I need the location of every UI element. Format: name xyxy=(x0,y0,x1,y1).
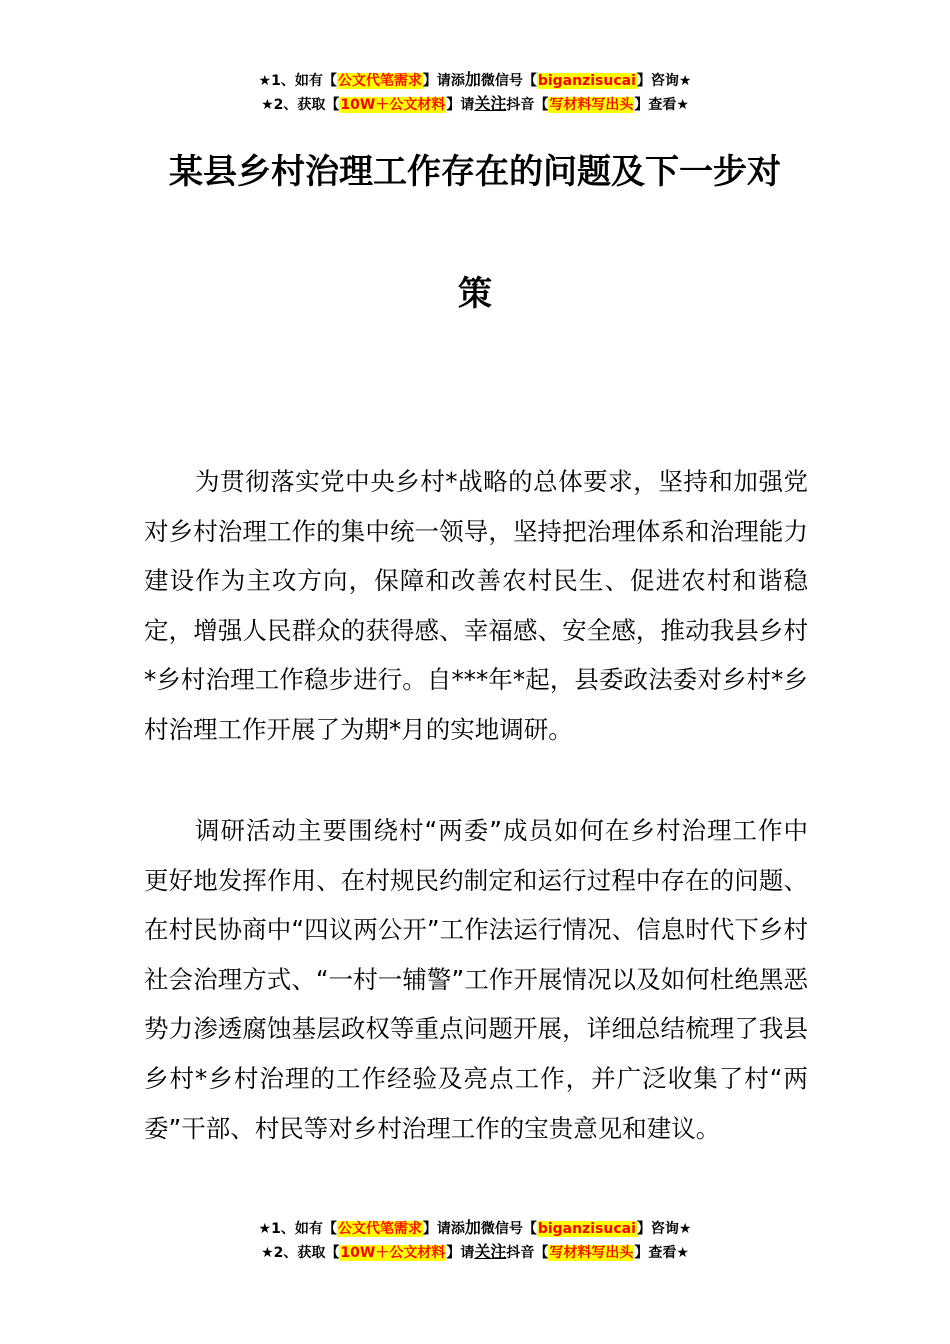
banner-line-2-emphasis: 关注 xyxy=(474,94,507,113)
body-paragraph-2: 调研活动主要围绕村“两委”成员如何在乡村治理工作中更好地发挥作用、在村规民约制定和运行过程中存在的问题、在村民协商中“四议两公开”工作法运行情况、信息时代下乡村社会治理方式、“一村一辅警”工作开展情况以及如何杜绝黑恶势力渗透腐蚀基层政权等重点问题开展，详细总结梳理了我县乡村*乡村治理的工作经验及亮点工作，并广泛收集了村“两委”干部、村民等对乡村治理工作的宝贵意见和建议。 xyxy=(144,816,808,1143)
banner-line-2-suffix: 】查看★ xyxy=(634,97,689,113)
banner-line-2-highlight-douyin-account: 写材料写出头 xyxy=(549,97,634,113)
footer-line-1-emphasis: 加 xyxy=(464,1218,481,1237)
banner-line-1-prefix: ★1、如有【 xyxy=(258,73,337,89)
banner-line-1-middle: 】请添 xyxy=(422,73,465,89)
footer-line-2-highlight-materials: 10W＋公文材料 xyxy=(340,1245,446,1261)
banner-line-1-emphasis: 加 xyxy=(464,70,481,89)
footer-line-1-middle: 】请添 xyxy=(422,1221,465,1237)
banner-line-2-highlight-materials: 10W＋公文材料 xyxy=(340,97,446,113)
document-title-line-2: 策 xyxy=(458,274,492,314)
banner-line-2-middle: 】请 xyxy=(446,97,475,113)
footer-line-1-middle-2: 微信号【 xyxy=(480,1221,537,1237)
banner-line-1 xyxy=(0,68,950,92)
footer-line-2-emphasis: 关注 xyxy=(474,1242,507,1261)
banner-line-1-highlight-wechat-id: biganzisucai xyxy=(537,73,636,89)
header-banner xyxy=(0,68,950,116)
body-paragraph-1: 为贯彻落实党中央乡村*战略的总体要求，坚持和加强党对乡村治理工作的集中统一领导，坚持把治理体系和治理能力建设作为主攻方向，保障和改善农村民生、促进农村和谐稳定，增强人民群众的获得感、幸福感、安全感，推动我县乡村*乡村治理工作稳步进行。自***年*起，县委政法委对乡村*乡村治理工作开展了为期*月的实地调研。 xyxy=(144,467,808,744)
banner-line-2 xyxy=(0,92,950,116)
footer-line-2-suffix: 】查看★ xyxy=(634,1245,689,1261)
banner-line-2-prefix: ★2、获取【 xyxy=(261,97,340,113)
footer-line-2-prefix: ★2、获取【 xyxy=(261,1245,340,1261)
footer-line-1-suffix: 】咨询★ xyxy=(636,1221,692,1237)
footer-line-1-highlight-service: 公文代笔需求 xyxy=(337,1221,422,1237)
footer-banner-line-1 xyxy=(0,1216,950,1240)
footer-banner-line-2 xyxy=(0,1240,950,1264)
banner-line-1-highlight-service: 公文代笔需求 xyxy=(337,73,422,89)
footer-banner xyxy=(0,1216,950,1264)
footer-line-1-highlight-wechat-id: biganzisucai xyxy=(537,1221,636,1237)
banner-line-1-middle-2: 微信号【 xyxy=(480,73,537,89)
footer-line-2-middle-2: 抖音【 xyxy=(506,1245,549,1261)
footer-line-1-prefix: ★1、如有【 xyxy=(258,1221,337,1237)
banner-line-2-middle-2: 抖音【 xyxy=(506,97,549,113)
footer-line-2-middle: 】请 xyxy=(446,1245,475,1261)
footer-line-2-highlight-douyin-account: 写材料写出头 xyxy=(549,1245,634,1261)
banner-line-1-suffix: 】咨询★ xyxy=(636,73,692,89)
document-title-line-1: 某县乡村治理工作存在的问题及下一步对 xyxy=(169,152,781,192)
